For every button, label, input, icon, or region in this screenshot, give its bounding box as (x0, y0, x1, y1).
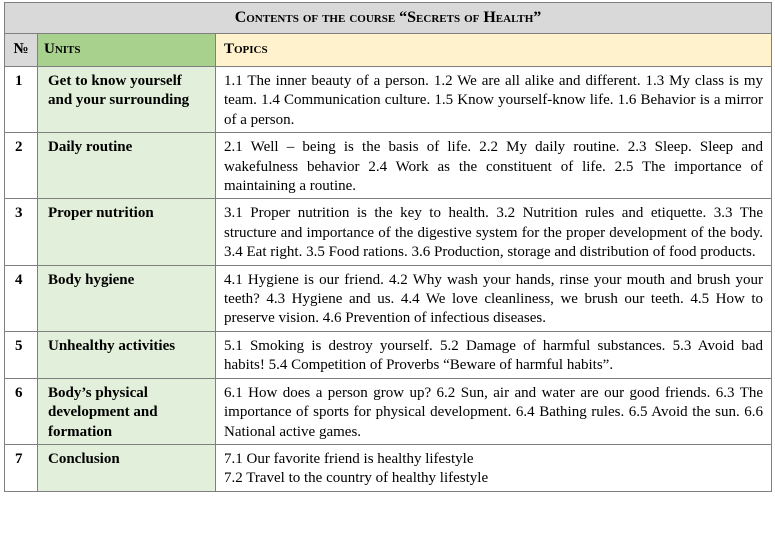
unit-name: Get to know yourself and your surrounding (38, 67, 216, 133)
course-contents-table (4, 2, 772, 492)
topics-cell (216, 199, 772, 265)
unit-name: Daily routine (38, 133, 216, 199)
topics-cell (216, 331, 772, 378)
table-row (5, 265, 772, 331)
unit-name: Body hygiene (38, 265, 216, 331)
topic-text: 6.1 How does a person grow up? 6.2 Sun, air and water are our good friends. 6.3 The importance of sports for physical development. 6.4 Bathing rules. 6.5 Avoid the sun. 6.6 National active games. (224, 384, 764, 440)
row-number: 3 (5, 199, 38, 265)
topic-text: 4.1 Hygiene is our friend. 4.2 Why wash your hands, rinse your mouth and brush your teeth? 4.3 Hygiene and us. 4.4 We love cleanliness, we brush our teeth. 4.5 How to preserve vision. 4.6 Prevention of infectious diseases. (224, 271, 764, 327)
table-row (5, 331, 772, 378)
table-row (5, 133, 772, 199)
unit-name: Body’s physical development and formation (38, 378, 216, 444)
topic-text: 3.1 Proper nutrition is the key to health. 3.2 Nutrition rules and etiquette. 3.3 The structure and importance of the digestive system for the proper development of the body. 3.4 Eat right. 3.5 Food rations. 3.6 Production, storage and distribution of food products. (224, 205, 764, 261)
unit-name: Proper nutrition (38, 199, 216, 265)
table-header-row (5, 34, 772, 67)
table-row (5, 199, 772, 265)
row-number: 4 (5, 265, 38, 331)
header-number: № (5, 34, 38, 67)
topic-text: 7.2 Travel to the country of healthy lifestyle (224, 470, 489, 487)
topics-cell (216, 378, 772, 444)
header-topics: Topics (216, 34, 772, 67)
topic-text: 1.1 The inner beauty of a person. 1.2 We are all alike and different. 1.3 My class is my team. 1.4 Communication culture. 1.5 Know yourself-know life. 1.6 Behavior is a mirror of a person. (224, 73, 764, 128)
header-units: Units (38, 34, 216, 67)
row-number: 1 (5, 67, 38, 133)
topics-cell (216, 265, 772, 331)
row-number: 2 (5, 133, 38, 199)
table-row (5, 67, 772, 133)
topic-text: 5.1 Smoking is destroy yourself. 5.2 Damage of harmful substances. 5.3 Avoid bad habits! 5.4 Competition of Proverbs “Beware of harmful habits”. (224, 337, 764, 374)
row-number: 6 (5, 378, 38, 444)
row-number: 5 (5, 331, 38, 378)
topics-cell (216, 133, 772, 199)
table-title: Contents of the course “Secrets of Health” (5, 3, 772, 34)
topic-text: 7.1 Our favorite friend is healthy lifestyle (224, 450, 474, 467)
table-row (5, 444, 772, 491)
table-title-row (5, 3, 772, 34)
topics-cell (216, 67, 772, 133)
row-number: 7 (5, 444, 38, 491)
topics-cell (216, 444, 772, 491)
unit-name: Conclusion (38, 444, 216, 491)
topic-text: 2.1 Well – being is the basis of life. 2.2 My daily routine. 2.3 Sleep. Sleep and wakefulness behavior 2.4 Work as the constituent of life. 2.5 The importance of maintaining a routine. (224, 139, 764, 195)
unit-name: Unhealthy activities (38, 331, 216, 378)
table-row (5, 378, 772, 444)
